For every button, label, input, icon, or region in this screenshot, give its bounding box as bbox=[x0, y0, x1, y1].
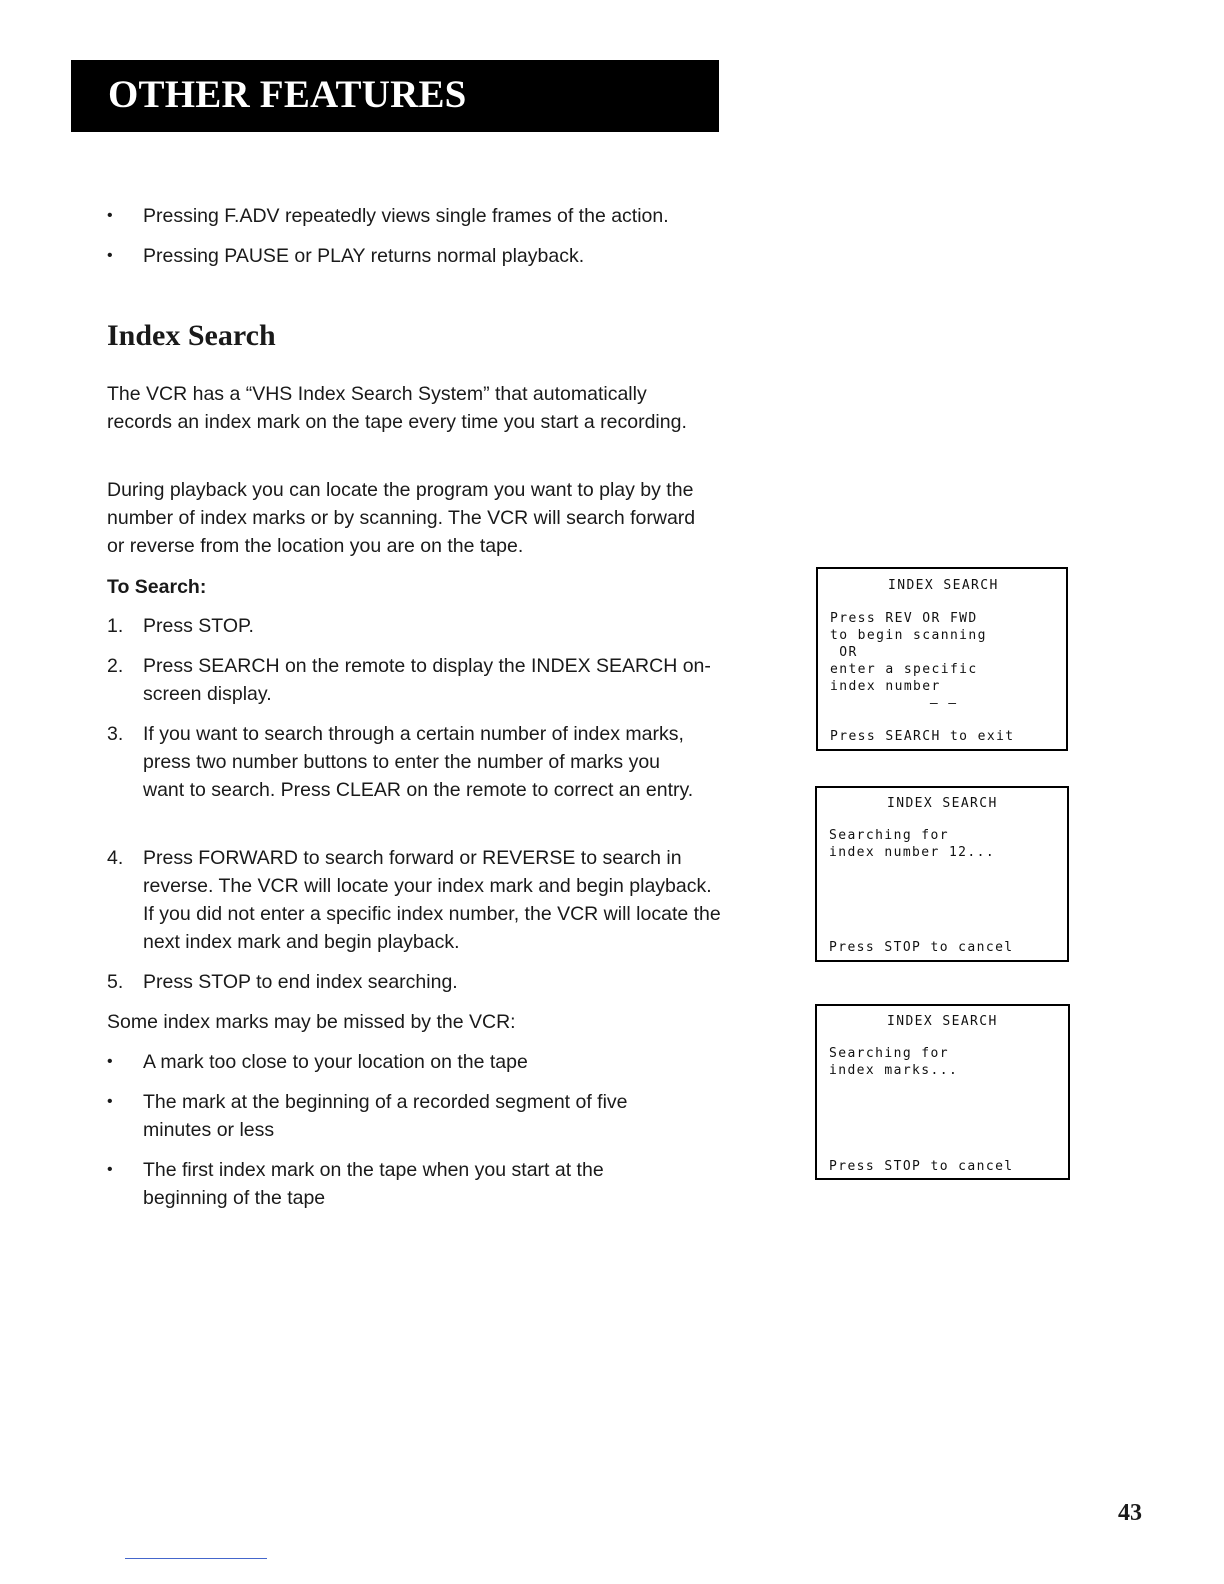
osd-line: Searching for bbox=[829, 828, 949, 843]
bullet-text: Pressing F.ADV repeatedly views single frames of the action. bbox=[143, 205, 669, 227]
osd-screen-index-search bbox=[816, 567, 1068, 751]
list-item bbox=[107, 1088, 727, 1144]
step-number: 4. bbox=[107, 847, 124, 869]
bullet-text: The mark at the beginning of a recorded segment of five minutes or less bbox=[143, 1091, 628, 1141]
list-item bbox=[107, 1048, 727, 1076]
osd-screen-searching-number bbox=[815, 786, 1069, 962]
paragraph: The VCR has a “VHS Index Search System” that automatically records an index mark on the tape every time you start a recording. bbox=[107, 383, 687, 433]
list-item bbox=[107, 1156, 727, 1212]
paragraph: Some index marks may be missed by the VCR: bbox=[107, 1011, 516, 1033]
osd-line: Press REV OR FWD bbox=[830, 611, 978, 626]
osd-title: INDEX SEARCH bbox=[887, 1014, 998, 1029]
osd-line: index marks... bbox=[829, 1063, 959, 1078]
step-number: 1. bbox=[107, 615, 124, 637]
step-text: Press STOP to end index searching. bbox=[143, 971, 458, 993]
osd-footer: Press SEARCH to exit bbox=[830, 729, 1015, 744]
step-number: 5. bbox=[107, 971, 124, 993]
step-number: 3. bbox=[107, 723, 124, 745]
osd-line: index number 12... bbox=[829, 845, 996, 860]
osd-footer: Press STOP to cancel bbox=[829, 1159, 1014, 1174]
section-heading: Index Search bbox=[107, 319, 276, 352]
page-number: 43 bbox=[1118, 1500, 1142, 1526]
osd-title: INDEX SEARCH bbox=[887, 796, 998, 811]
paragraph: During playback you can locate the program you want to play by the number of index marks or by scanning. The VCR will search forward or reverse from the location you are on the tape. bbox=[107, 479, 696, 557]
step-text: Press STOP. bbox=[143, 615, 254, 637]
bullet-text: Pressing PAUSE or PLAY returns normal playback. bbox=[143, 245, 585, 267]
step-item bbox=[107, 968, 727, 996]
step-text: If you want to search through a certain number of index marks, press two number buttons to enter the number of marks you want to search. Press CLEAR on the remote to correct an entry. bbox=[143, 723, 694, 801]
step-item bbox=[107, 612, 727, 640]
subheading: To Search: bbox=[107, 576, 207, 598]
bullet-icon: • bbox=[107, 207, 113, 224]
osd-line: OR bbox=[830, 645, 858, 660]
list-item bbox=[107, 202, 727, 230]
step-item bbox=[107, 652, 727, 708]
bullet-icon: • bbox=[107, 1053, 113, 1070]
osd-line: index number bbox=[830, 679, 941, 694]
bullet-icon: • bbox=[107, 247, 113, 264]
section-title: OTHER FEATURES bbox=[108, 73, 467, 116]
section-banner bbox=[71, 60, 719, 132]
step-number: 2. bbox=[107, 655, 124, 677]
osd-entry-placeholder: – – bbox=[856, 696, 958, 711]
footer-divider bbox=[125, 1558, 267, 1559]
bullet-icon: • bbox=[107, 1161, 113, 1178]
step-item bbox=[107, 844, 727, 956]
step-text: Press SEARCH on the remote to display the INDEX SEARCH on-screen display. bbox=[143, 655, 711, 705]
osd-footer: Press STOP to cancel bbox=[829, 940, 1014, 955]
osd-line: Searching for bbox=[829, 1046, 949, 1061]
osd-screen-searching-marks bbox=[815, 1004, 1070, 1180]
osd-title: INDEX SEARCH bbox=[888, 578, 999, 593]
step-text: Press FORWARD to search forward or REVERSE to search in reverse. The VCR will locate your index mark and begin playback. If you did not enter a specific index number, the VCR will locate the next index mark and begin playback. bbox=[143, 847, 721, 953]
step-item bbox=[107, 720, 727, 804]
osd-line: enter a specific bbox=[830, 662, 978, 677]
bullet-icon: • bbox=[107, 1093, 113, 1110]
bullet-text: The first index mark on the tape when you start at the beginning of the tape bbox=[143, 1159, 604, 1209]
list-item bbox=[107, 242, 727, 270]
osd-line: to begin scanning bbox=[830, 628, 987, 643]
bullet-text: A mark too close to your location on the tape bbox=[143, 1051, 528, 1073]
